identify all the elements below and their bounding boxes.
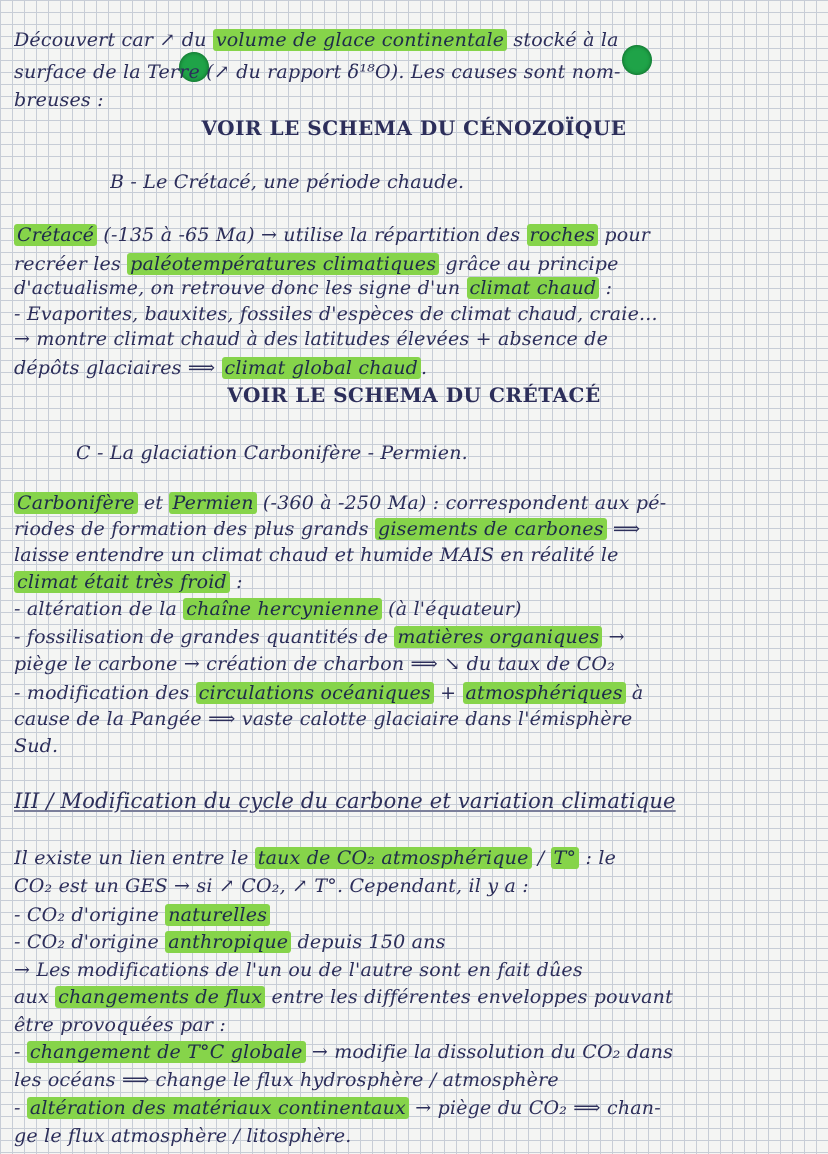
note-text: - Evaporites, bauxites, fossiles d'espèces de climat chaud, craie... [14, 303, 658, 325]
note-line [14, 597, 814, 621]
note-line [14, 1068, 814, 1092]
note-text: aux [14, 986, 56, 1008]
note-text: dépôts glaciaires ⟹ [14, 357, 222, 379]
note-text: à [625, 682, 644, 704]
note-text: (-360 à -250 Ma) : correspondent aux pé- [256, 492, 667, 514]
highlighted-term: climat était très froid [14, 571, 230, 593]
note-line [14, 958, 814, 982]
note-text: cause de la Pangée ⟹ vaste calotte glaciaire dans l'émisphère [14, 708, 633, 730]
note-text: - [14, 1041, 27, 1063]
note-line [14, 543, 814, 567]
highlighted-term: naturelles [165, 904, 270, 926]
highlighted-term: gisements de carbones [375, 518, 607, 540]
note-line [14, 789, 814, 813]
highlighted-term: Permien [169, 492, 256, 514]
note-text: piège le carbone → création de charbon ⟹ ↘ du taux de CO₂ [14, 653, 615, 675]
note-text: → piège du CO₂ ⟹ chan- [408, 1097, 661, 1119]
note-line [14, 223, 814, 247]
note-text: → Les modifications de l'un ou de l'autre sont en fait dûes [14, 959, 583, 981]
note-text: (à l'équateur) [381, 598, 522, 620]
highlighted-term: atmosphériques [463, 682, 626, 704]
highlighted-term: matières organiques [394, 626, 602, 648]
note-text: : [599, 277, 613, 299]
note-line [14, 356, 814, 380]
note-text: - fossilisation de grandes quantités de [14, 626, 395, 648]
note-line [14, 28, 814, 52]
note-line [14, 1040, 814, 1064]
note-text: d'actualisme, on retrouve donc les signe d'un [14, 277, 467, 299]
highlighted-term: chaîne hercynienne [183, 598, 382, 620]
note-line [14, 1096, 814, 1120]
note-line [0, 116, 828, 140]
note-text: pour [598, 224, 651, 246]
note-line [14, 517, 814, 541]
note-line [14, 652, 814, 676]
note-line [0, 383, 828, 407]
highlighted-term: climat chaud [467, 277, 600, 299]
note-text: entre les différentes enveloppes pouvant [265, 986, 673, 1008]
note-text: : le [579, 847, 617, 869]
highlighted-term: Crétacé [14, 224, 97, 246]
note-text: CO₂ est un GES → si ↗ CO₂, ↗ T°. Cependant, il y a : [14, 875, 529, 897]
note-text: et [137, 492, 170, 514]
note-text: . [421, 357, 428, 379]
highlighted-term: climat global chaud [222, 357, 422, 379]
note-line [14, 570, 814, 594]
note-line [14, 903, 814, 927]
note-text: grâce au principe [439, 253, 619, 275]
note-text: (-135 à -65 Ma) → utilise la répartition des [97, 224, 527, 246]
note-line [14, 681, 814, 705]
note-line [14, 1013, 814, 1037]
note-text: breuses : [14, 89, 104, 111]
note-text: → [602, 626, 625, 648]
note-text: surface de la Terre (↗ du rapport δ¹⁸O). Les causes sont nom- [14, 61, 621, 83]
note-text: VOIR LE SCHEMA DU CÉNOZOÏQUE [201, 116, 627, 140]
note-text: VOIR LE SCHEMA DU CRÉTACÉ [227, 383, 601, 407]
note-text: C - La glaciation Carbonifère - Permien. [76, 442, 468, 464]
note-text: riodes de formation des plus grands [14, 518, 375, 540]
note-line [14, 985, 814, 1009]
note-line [14, 88, 814, 112]
note-line [14, 1124, 814, 1148]
note-line [14, 491, 814, 515]
note-line [14, 930, 814, 954]
highlighted-term: changement de T°C globale [27, 1041, 306, 1063]
highlighted-term: paléotempératures climatiques [127, 253, 439, 275]
note-text: - altération de la [14, 598, 184, 620]
highlighted-term: anthropique [165, 931, 291, 953]
note-text: ⟹ [606, 518, 641, 540]
note-line [14, 625, 814, 649]
note-line [14, 302, 814, 326]
note-line [14, 874, 814, 898]
note-text: laisse entendre un climat chaud et humide MAIS en réalité le [14, 544, 619, 566]
note-text: → modifie la dissolution du CO₂ dans [305, 1041, 674, 1063]
note-text: : [229, 571, 243, 593]
highlighted-term: volume de glace continentale [213, 29, 507, 51]
note-text: recréer les [14, 253, 128, 275]
highlighted-term: roches [527, 224, 599, 246]
note-text: les océans ⟹ change le flux hydrosphère / atmosphère [14, 1069, 559, 1091]
note-line [14, 846, 814, 870]
note-text: ge le flux atmosphère / litosphère. [14, 1125, 352, 1147]
note-text: → montre climat chaud à des latitudes élevées + absence de [14, 328, 609, 350]
note-text: B - Le Crétacé, une période chaude. [110, 171, 465, 193]
note-text: - [14, 1097, 27, 1119]
highlighted-term: changements de flux [55, 986, 265, 1008]
note-line [110, 170, 828, 194]
note-text: Découvert car ↗ du [14, 29, 213, 51]
note-text: - CO₂ d'origine [14, 931, 166, 953]
note-line [14, 707, 814, 731]
note-text: être provoquées par : [14, 1014, 226, 1036]
highlighted-term: Carbonifère [14, 492, 138, 514]
note-text: Il existe un lien entre le [14, 847, 255, 869]
note-text: stocké à la [507, 29, 619, 51]
note-line [14, 252, 814, 276]
note-line [14, 276, 814, 300]
note-line [14, 60, 814, 84]
note-text: depuis 150 ans [291, 931, 446, 953]
note-text: III / Modification du cycle du carbone et variation climatique [14, 789, 676, 813]
note-text: - CO₂ d'origine [14, 904, 166, 926]
note-text: Sud. [14, 735, 59, 757]
highlighted-term: altération des matériaux continentaux [27, 1097, 409, 1119]
note-line [76, 441, 828, 465]
highlighted-term: circulations océaniques [196, 682, 434, 704]
note-text: + [433, 682, 463, 704]
highlighted-term: T° [551, 847, 580, 869]
note-line [14, 734, 814, 758]
note-line [14, 327, 814, 351]
note-text: / [531, 847, 551, 869]
note-text: - modification des [14, 682, 196, 704]
highlighted-term: taux de CO₂ atmosphérique [255, 847, 532, 869]
